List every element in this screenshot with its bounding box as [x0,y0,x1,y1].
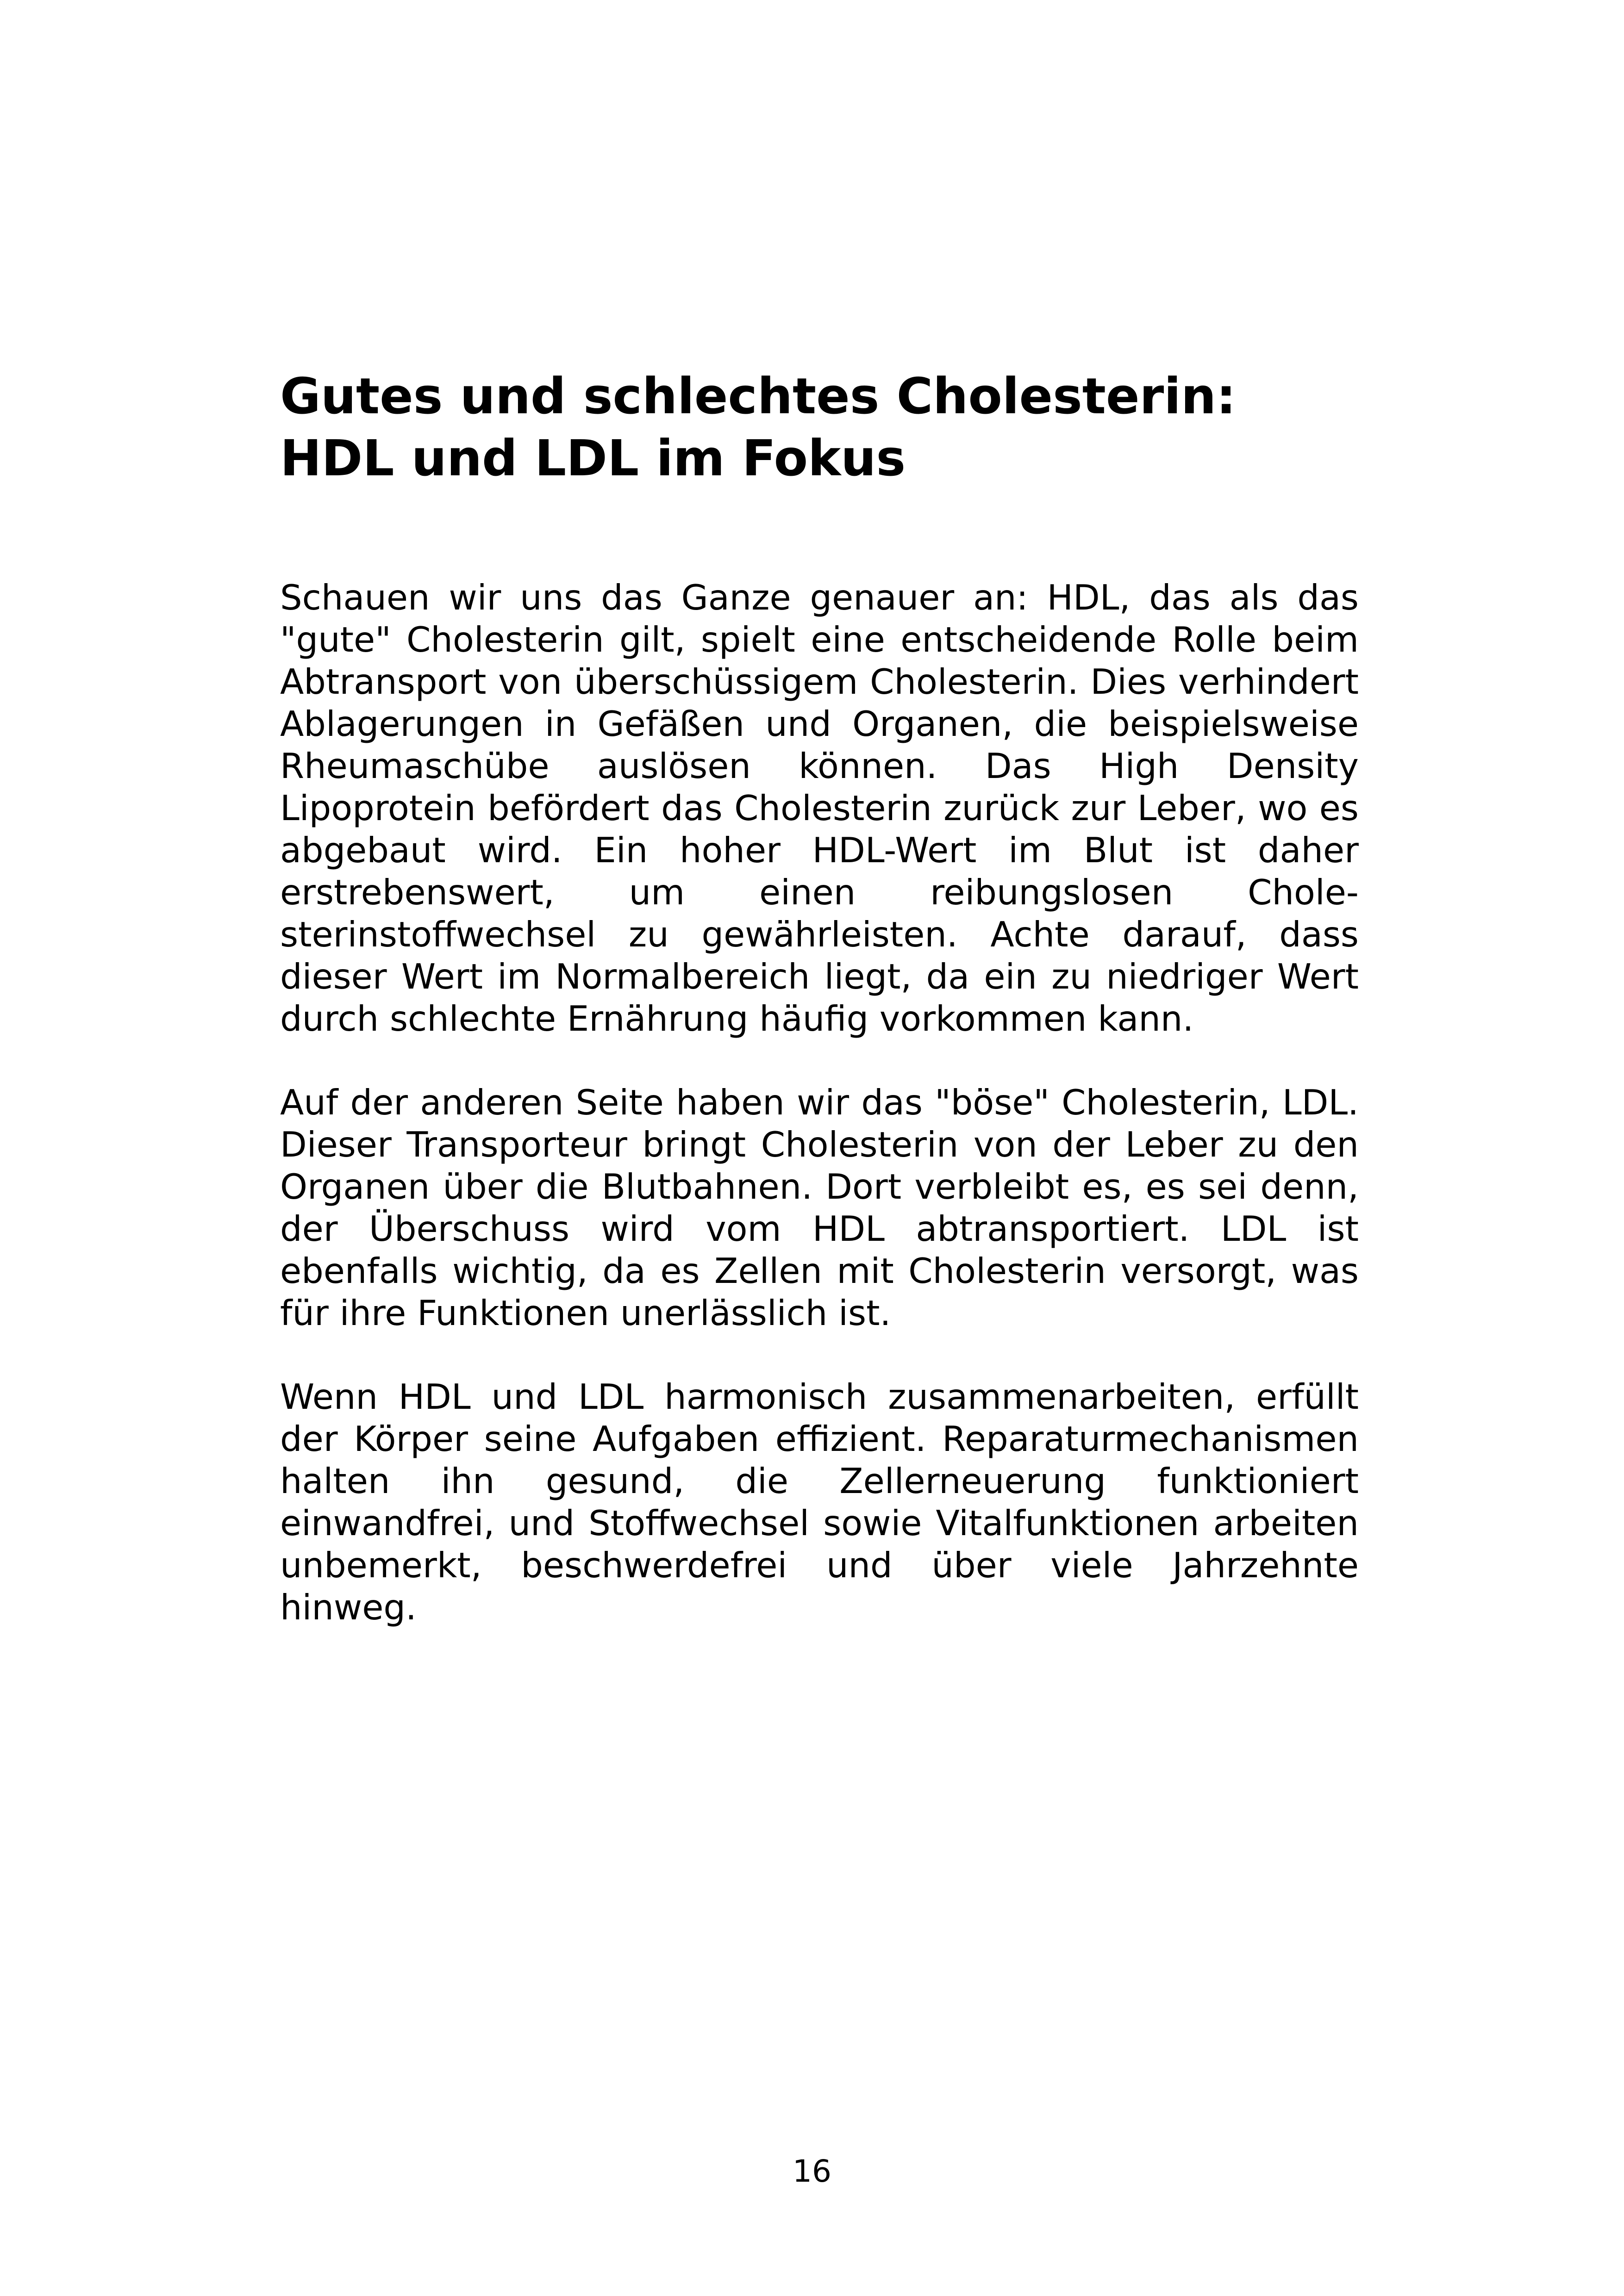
chapter-title [280,366,1359,490]
paragraph-ldl: Auf der anderen Seite haben wir das "böse" Cholesterin, LDL. Dieser Transporteur bringt Cholesterin von der Leber zu den Organen über die Blutbahnen. Dort verbleibt es, es sei denn, der Überschuss wird vom HDL abtransportiert. LDL ist ebenfalls wichtig, da es Zellen mit Cholesterin versorgt, was für ihre Funktionen unerlässlich ist. [280,1082,1359,1333]
chapter-title-line-1: Gutes und schlechtes Cholesterin: [280,368,1236,425]
body-text [280,577,1359,1629]
page-content [280,366,1359,1670]
page-number: 16 [793,2153,831,2189]
chapter-title-line-2: HDL und LDL im Fokus [280,430,906,487]
paragraph-hdl: Schauen wir uns das Ganze genauer an: HDL, das als das "gute" Cholesterin gilt, spielt eine entscheidende Rolle beim Abtransport von überschüssigem Cholesterin. Dies verhindert Ablagerungen in Gefäßen und Organen, die beispielsweise Rheumaschübe auslösen können. Das High Density Lipoprotein befördert das Cholesterin zurück zur Leber, wo es abgebaut wird. Ein hoher HDL-Wert im Blut ist daher erstrebenswert, um einen reibungslosen Cholesterinstoffwechsel zu gewährleisten. Achte darauf, dass dieser Wert im Normalbereich liegt, da ein zu niedriger Wert durch schlechte Ernährung häufig vorkommen kann. [280,577,1359,1039]
paragraph-balance: Wenn HDL und LDL harmonisch zusammenarbeiten, erfüllt der Körper seine Aufgaben effizient. Reparaturmechanismen halten ihn gesund, die Zellerneuerung funktioniert einwandfrei, und Stoffwechsel sowie Vitalfunktionen arbeiten unbemerkt, beschwerdefrei und über viele Jahrzehnte hinweg. [280,1376,1359,1628]
